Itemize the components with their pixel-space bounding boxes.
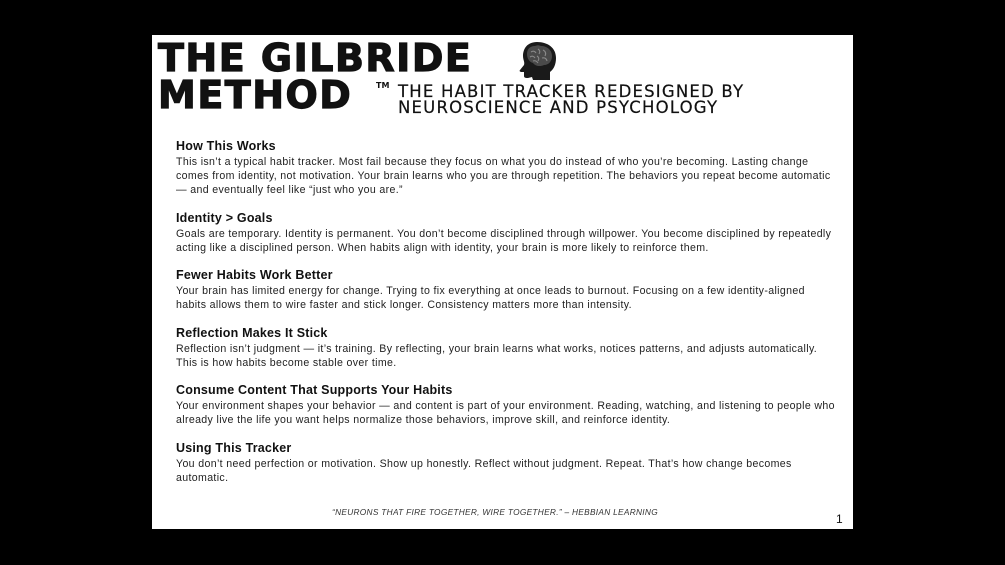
section-reflection (176, 326, 836, 370)
trademark-mark: TM (376, 81, 390, 90)
section-heading: Reflection Makes It Stick (176, 325, 328, 340)
content-sections (176, 139, 836, 498)
section-consume-content (176, 383, 836, 427)
footer-quote: “NEURONS THAT FIRE TOGETHER, WIRE TOGETHER.” – HEBBIAN LEARNING (332, 507, 658, 517)
section-heading: Fewer Habits Work Better (176, 268, 333, 282)
section-body: Your environment shapes your behavior — and content is part of your environment. Reading, watching, and listening to people who already live the life you want helps normalize those behaviors, improve skill, and reinforce identity. (176, 400, 835, 426)
section-body: Your brain has limited energy for change. Trying to fix everything at once leads to burnout. Focusing on a few identity-aligned habits allows them to wire faster and stick longer. Consistency matters more than intensity. (176, 285, 805, 311)
section-how-this-works (176, 139, 836, 197)
section-identity-goals (176, 211, 836, 255)
section-heading: Identity > Goals (176, 210, 273, 225)
tagline-line-2: NEUROSCIENCE AND PSYCHOLOGY (398, 97, 719, 117)
section-body: This isn’t a typical habit tracker. Most fail because they focus on what you do instead of who you’re becoming. Lasting change comes from identity, not motivation. Your brain learns who you are through repetition. The behaviors you repeat become automatic — and eventually feel like “just who you are.” (176, 156, 831, 196)
section-fewer-habits (176, 268, 836, 312)
head-brain-icon (519, 40, 557, 80)
section-body: Reflection isn’t judgment — it’s training. By reflecting, your brain learns what works, notices patterns, and adjusts automatically. This is how habits become stable over time. (176, 342, 818, 369)
section-using-tracker (176, 441, 836, 485)
tagline (398, 84, 744, 115)
brand-title-line-2: METHOD (158, 73, 353, 117)
page-number: 1 (836, 512, 843, 526)
section-body: You don’t need perfection or motivation. Show up honestly. Reflect without judgment. Repeat. That’s how change becomes automatic. (176, 457, 792, 484)
document-page (152, 35, 853, 529)
section-heading: Consume Content That Supports Your Habits (176, 383, 453, 397)
section-body: Goals are temporary. Identity is permanent. You don’t become disciplined through willpower. You become disciplined by repeatedly acting like a disciplined person. When habits align with identity, your brain is more likely to reinforce them. (176, 227, 832, 254)
tagline-line-1: THE HABIT TRACKER REDESIGNED BY (398, 82, 745, 101)
section-heading: Using This Tracker (176, 440, 292, 455)
brand-title-line-1: THE GILBRIDE (158, 36, 473, 80)
section-heading: How This Works (176, 139, 276, 153)
